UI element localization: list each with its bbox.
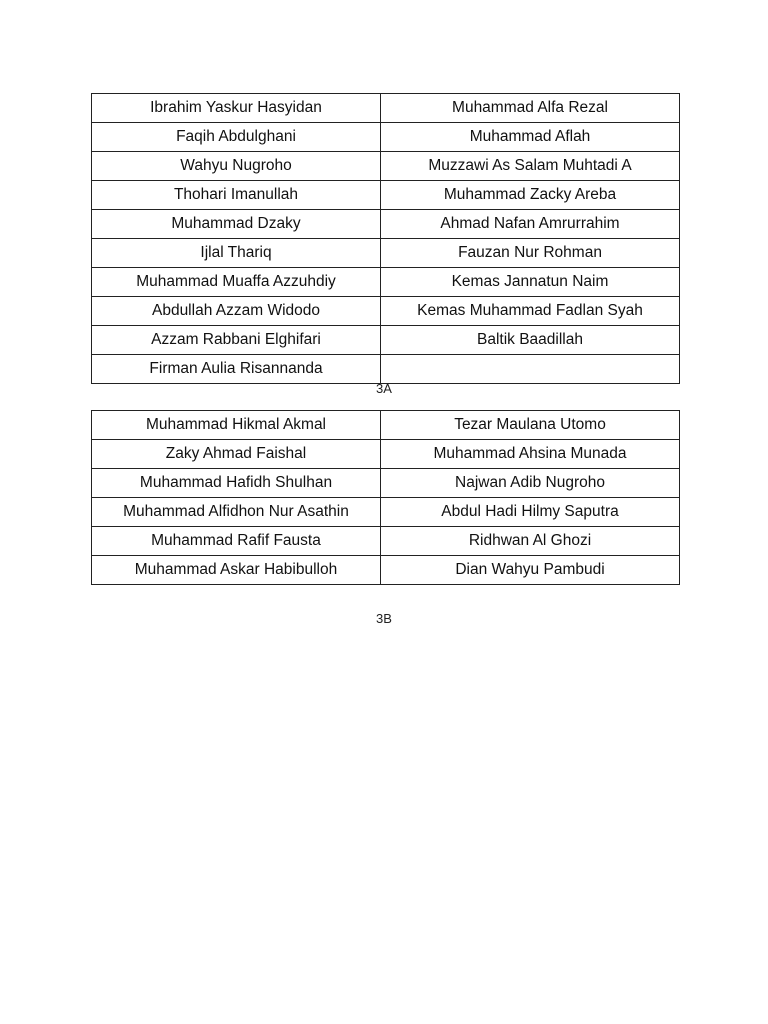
student-name-cell bbox=[381, 355, 680, 384]
student-name-cell: Fauzan Nur Rohman bbox=[381, 239, 680, 268]
class-3b-table bbox=[91, 410, 680, 585]
student-name-cell: Baltik Baadillah bbox=[381, 326, 680, 355]
class-3a-caption: 3A bbox=[376, 381, 392, 396]
table-row bbox=[92, 556, 680, 585]
class-3a-table bbox=[91, 93, 680, 384]
student-name-cell: Ridhwan Al Ghozi bbox=[381, 527, 680, 556]
student-name-cell: Ijlal Thariq bbox=[92, 239, 381, 268]
student-name-cell: Muhammad Rafif Fausta bbox=[92, 527, 381, 556]
student-name-cell: Muhammad Hafidh Shulhan bbox=[92, 469, 381, 498]
table-row bbox=[92, 210, 680, 239]
student-name-cell: Zaky Ahmad Faishal bbox=[92, 440, 381, 469]
table-row bbox=[92, 411, 680, 440]
table-row bbox=[92, 239, 680, 268]
student-name-cell: Muhammad Alfa Rezal bbox=[381, 94, 680, 123]
table-row bbox=[92, 440, 680, 469]
student-name-cell: Thohari Imanullah bbox=[92, 181, 381, 210]
student-name-cell: Azzam Rabbani Elghifari bbox=[92, 326, 381, 355]
student-name-cell: Muhammad Zacky Areba bbox=[381, 181, 680, 210]
table-row bbox=[92, 326, 680, 355]
student-name-cell: Firman Aulia Risannanda bbox=[92, 355, 381, 384]
class-3b-caption: 3B bbox=[376, 611, 392, 626]
table-row bbox=[92, 268, 680, 297]
table-row bbox=[92, 355, 680, 384]
table-row bbox=[92, 123, 680, 152]
student-name-cell: Dian Wahyu Pambudi bbox=[381, 556, 680, 585]
table-row bbox=[92, 498, 680, 527]
student-name-cell: Najwan Adib Nugroho bbox=[381, 469, 680, 498]
student-name-cell: Ibrahim Yaskur Hasyidan bbox=[92, 94, 381, 123]
table-row bbox=[92, 94, 680, 123]
class-3a-table-body bbox=[92, 94, 680, 384]
student-name-cell: Tezar Maulana Utomo bbox=[381, 411, 680, 440]
student-name-cell: Ahmad Nafan Amrurrahim bbox=[381, 210, 680, 239]
student-name-cell: Wahyu Nugroho bbox=[92, 152, 381, 181]
table-row bbox=[92, 527, 680, 556]
student-name-cell: Faqih Abdulghani bbox=[92, 123, 381, 152]
student-name-cell: Kemas Jannatun Naim bbox=[381, 268, 680, 297]
student-name-cell: Muhammad Alfidhon Nur Asathin bbox=[92, 498, 381, 527]
student-name-cell: Muhammad Hikmal Akmal bbox=[92, 411, 381, 440]
student-name-cell: Muhammad Muaffa Azzuhdiy bbox=[92, 268, 381, 297]
class-3b-table-body bbox=[92, 411, 680, 585]
table-row bbox=[92, 181, 680, 210]
student-name-cell: Abdul Hadi Hilmy Saputra bbox=[381, 498, 680, 527]
student-name-cell: Muhammad Dzaky bbox=[92, 210, 381, 239]
student-name-cell: Abdullah Azzam Widodo bbox=[92, 297, 381, 326]
student-name-cell: Muhammad Askar Habibulloh bbox=[92, 556, 381, 585]
student-name-cell: Kemas Muhammad Fadlan Syah bbox=[381, 297, 680, 326]
student-name-cell: Muhammad Ahsina Munada bbox=[381, 440, 680, 469]
table-row bbox=[92, 152, 680, 181]
student-name-cell: Muhammad Aflah bbox=[381, 123, 680, 152]
table-row bbox=[92, 297, 680, 326]
student-name-cell: Muzzawi As Salam Muhtadi A bbox=[381, 152, 680, 181]
table-row bbox=[92, 469, 680, 498]
